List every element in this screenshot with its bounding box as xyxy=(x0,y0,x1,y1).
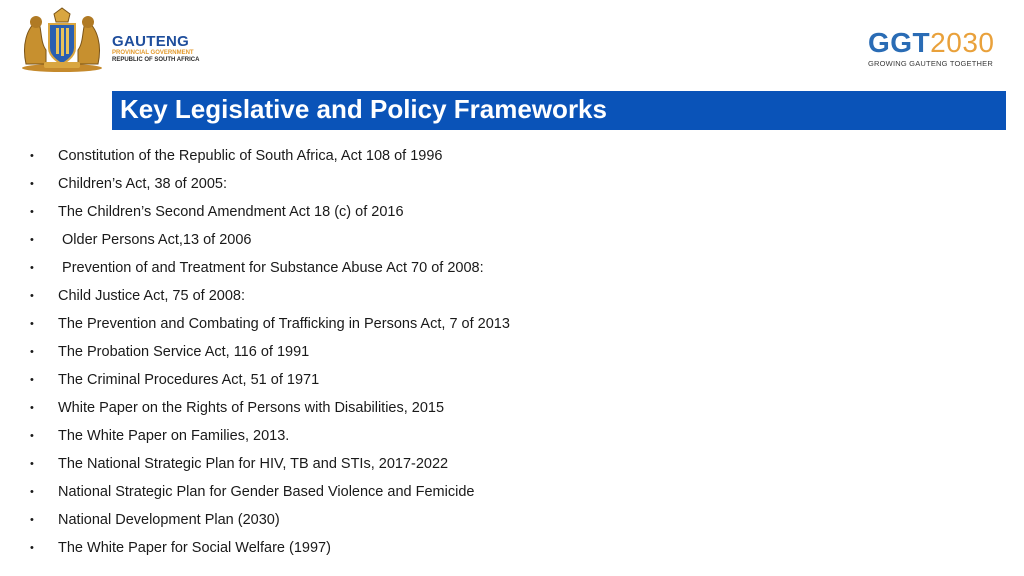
list-item-text: The Criminal Procedures Act, 51 of 1971 xyxy=(58,372,320,388)
bullet-icon: • xyxy=(30,402,34,414)
bullet-icon: • xyxy=(30,234,34,246)
list-item xyxy=(0,142,1024,170)
list-item-text: White Paper on the Rights of Persons with Disabilities, 2015 xyxy=(58,400,445,416)
list-item xyxy=(0,506,1024,534)
list-item xyxy=(0,478,1024,506)
bullet-icon: • xyxy=(30,290,34,302)
bullet-icon: • xyxy=(30,430,34,442)
bullet-icon: • xyxy=(30,346,34,358)
framework-list xyxy=(0,142,1024,562)
list-item xyxy=(0,254,1024,282)
ggt-tagline: GROWING GAUTENG TOGETHER xyxy=(868,59,993,68)
bullet-icon: • xyxy=(30,486,34,498)
list-item xyxy=(0,226,1024,254)
bullet-icon: • xyxy=(30,150,34,162)
list-item-text: National Development Plan (2030) xyxy=(58,512,280,528)
gauteng-logo xyxy=(16,6,206,76)
list-item xyxy=(0,282,1024,310)
list-item-text: National Strategic Plan for Gender Based Violence and Femicide xyxy=(58,484,475,500)
list-item xyxy=(0,394,1024,422)
list-item xyxy=(0,366,1024,394)
bullet-icon: • xyxy=(30,374,34,386)
bullet-icon: • xyxy=(30,318,34,330)
bullet-icon: • xyxy=(30,458,34,470)
list-item-text: Children’s Act, 38 of 2005: xyxy=(58,176,228,192)
list-item-text: The White Paper on Families, 2013. xyxy=(58,428,290,444)
bullet-icon: • xyxy=(30,178,34,190)
list-item-text: The White Paper for Social Welfare (1997) xyxy=(58,540,331,556)
bullet-icon: • xyxy=(30,514,34,526)
coat-of-arms-icon xyxy=(16,6,108,74)
list-item xyxy=(0,450,1024,478)
list-item-text: Constitution of the Republic of South Africa, Act 108 of 1996 xyxy=(58,148,443,164)
list-item-text: The Children’s Second Amendment Act 18 (c) of 2016 xyxy=(58,204,404,220)
list-item-text: Prevention of and Treatment for Substance Abuse Act 70 of 2008: xyxy=(58,260,484,276)
list-item-text: The Probation Service Act, 116 of 1991 xyxy=(58,344,310,360)
slide-title: Key Legislative and Policy Frameworks xyxy=(112,91,1006,130)
ggt-wordmark: GGT xyxy=(868,27,931,58)
ggt-year: 2030 xyxy=(930,27,995,58)
list-item xyxy=(0,422,1024,450)
bullet-icon: • xyxy=(30,542,34,554)
ggt2030-logo xyxy=(868,28,1002,70)
list-item xyxy=(0,198,1024,226)
list-item xyxy=(0,338,1024,366)
gauteng-subtitle-1: PROVINCIAL GOVERNMENT xyxy=(112,50,194,56)
list-item xyxy=(0,310,1024,338)
list-item-text: The National Strategic Plan for HIV, TB and STIs, 2017-2022 xyxy=(58,456,449,472)
list-item xyxy=(0,534,1024,562)
bullet-icon: • xyxy=(30,262,34,274)
gauteng-subtitle-2: REPUBLIC OF SOUTH AFRICA xyxy=(112,57,200,63)
list-item-text: The Prevention and Combating of Trafficking in Persons Act, 7 of 2013 xyxy=(58,316,510,332)
list-item xyxy=(0,170,1024,198)
gauteng-wordmark: GAUTENG xyxy=(112,33,190,50)
list-item-text: Older Persons Act,13 of 2006 xyxy=(58,232,252,248)
list-item-text: Child Justice Act, 75 of 2008: xyxy=(58,288,245,304)
bullet-icon: • xyxy=(30,206,34,218)
